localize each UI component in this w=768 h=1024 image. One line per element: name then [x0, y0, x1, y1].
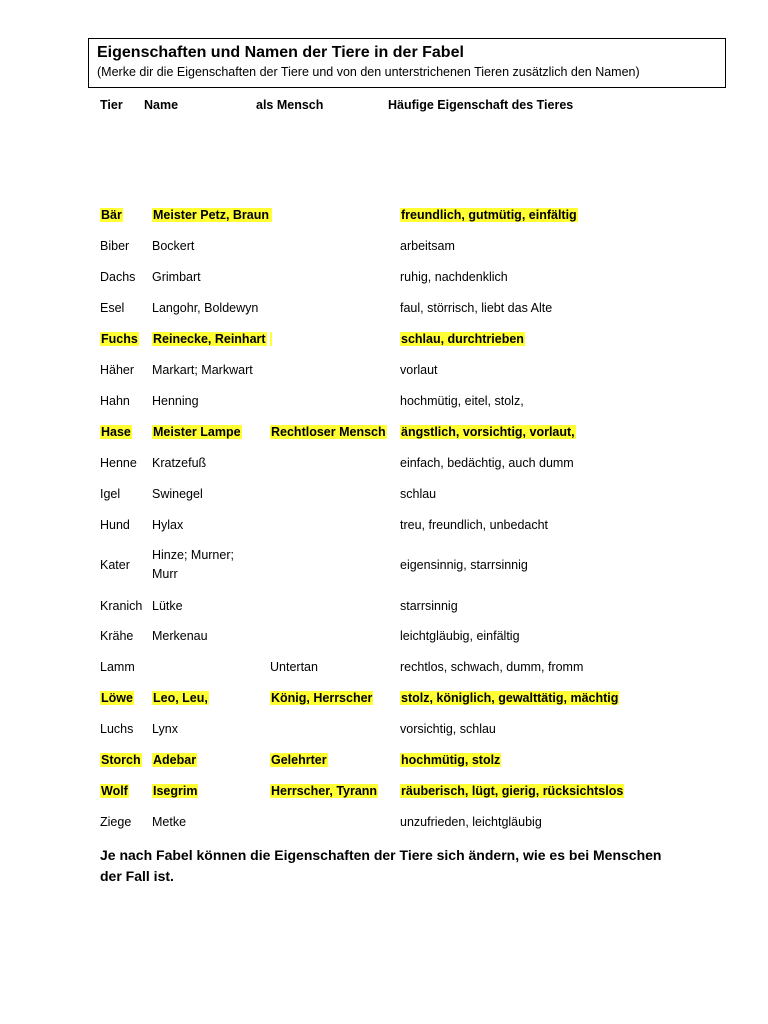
cell-text: stolz, königlich, gewalttätig, mächtig — [401, 691, 619, 705]
cell-animal — [100, 485, 120, 503]
cell-animal — [100, 782, 129, 800]
cell-name — [152, 299, 258, 317]
header-trait: Häufige Eigenschaft des Tieres — [388, 98, 574, 112]
cell-text: vorlaut — [400, 363, 438, 377]
cell-text: Markart; Markwart — [152, 363, 253, 377]
cell-text: Hase — [101, 425, 131, 439]
cell-as-human — [270, 206, 272, 224]
cell-text: Meister Petz, Braun — [153, 208, 270, 222]
cell-text: Wolf — [101, 784, 128, 798]
cell-text: König, Herrscher — [271, 691, 373, 705]
cell-text: unzufrieden, leichtgläubig — [400, 815, 542, 829]
cell-text: ängstlich, vorsichtig, vorlaut, — [401, 425, 575, 439]
header-animal: Tier — [100, 98, 123, 112]
cell-trait — [400, 268, 508, 286]
cell-text: Swinegel — [152, 487, 203, 501]
cell-animal — [100, 330, 139, 348]
cell-name — [152, 597, 183, 615]
cell-text: Löwe — [101, 691, 133, 705]
cell-trait — [400, 206, 578, 224]
cell-name — [152, 361, 253, 379]
cell-text: Lütke — [152, 599, 183, 613]
cell-name — [152, 689, 209, 707]
cell-animal — [100, 720, 133, 738]
cell-animal — [100, 237, 129, 255]
cell-name — [152, 454, 206, 472]
cell-name — [152, 516, 183, 534]
cell-trait — [400, 556, 528, 574]
page-subtitle: (Merke dir die Eigenschaften der Tiere und von den unterstrichenen Tieren zusätzlich den Namen) — [97, 65, 640, 79]
cell-text: Meister Lampe — [153, 425, 241, 439]
cell-name — [152, 268, 201, 286]
cell-text: Kranich — [100, 599, 143, 613]
cell-trait — [400, 330, 525, 348]
cell-name — [152, 237, 194, 255]
cell-text: schlau, durchtrieben — [401, 332, 524, 346]
cell-text: Fuchs — [101, 332, 138, 346]
cell-trait — [400, 813, 542, 831]
cell-trait — [400, 516, 548, 534]
cell-as-human — [270, 658, 318, 676]
cell-text: Henne — [100, 456, 137, 470]
cell-trait — [400, 627, 520, 645]
cell-name — [152, 782, 198, 800]
header-name: Name — [144, 98, 179, 112]
cell-text: faul, störrisch, liebt das Alte — [400, 301, 553, 315]
header-as-human: als Mensch — [256, 98, 324, 112]
cell-text: Gelehrter — [271, 753, 327, 767]
page-title: Eigenschaften und Namen der Tiere in der Fabel — [97, 44, 464, 61]
cell-text: starrsinnig — [400, 599, 458, 613]
cell-trait — [400, 689, 619, 707]
cell-animal — [100, 813, 131, 831]
cell-name — [152, 751, 197, 769]
cell-text: freundlich, gutmütig, einfältig — [401, 208, 577, 222]
title-box — [88, 38, 726, 88]
cell-text: hochmütig, eitel, stolz, — [400, 394, 524, 408]
footer-note: Je nach Fabel können die Eigenschaften der Tiere sich ändern, wie es bei Menschen der Fall ist. — [100, 847, 662, 884]
cell-text — [270, 332, 272, 346]
cell-as-human — [270, 689, 373, 707]
cell-trait — [400, 237, 455, 255]
cell-text: rechtlos, schwach, dumm, fromm — [400, 660, 584, 674]
cell-animal — [100, 556, 130, 574]
cell-text: Igel — [100, 487, 121, 501]
cell-text: Hahn — [100, 394, 130, 408]
cell-name — [152, 485, 203, 503]
cell-trait — [400, 454, 574, 472]
cell-text: einfach, bedächtig, auch dumm — [400, 456, 574, 470]
cell-text: Metke — [152, 815, 187, 829]
cell-text: Krähe — [100, 629, 134, 643]
cell-text: Lynx — [152, 722, 178, 736]
cell-trait — [400, 597, 458, 615]
cell-name — [152, 720, 178, 738]
cell-animal — [100, 392, 130, 410]
cell-trait — [400, 361, 438, 379]
cell-text: schlau — [400, 487, 437, 501]
cell-text: Esel — [100, 301, 125, 315]
cell-as-human — [270, 330, 272, 348]
cell-trait — [400, 751, 501, 769]
cell-animal — [100, 423, 132, 441]
cell-trait — [400, 392, 524, 410]
cell-name — [152, 546, 262, 584]
cell-name — [152, 423, 242, 441]
cell-animal — [100, 268, 135, 286]
cell-trait — [400, 782, 624, 800]
cell-text: Hinze; Murner; Murr — [152, 548, 234, 581]
cell-text: Hund — [100, 518, 130, 532]
cell-text: Dachs — [100, 270, 136, 284]
cell-name — [152, 206, 270, 224]
cell-name — [152, 330, 267, 348]
cell-animal — [100, 454, 137, 472]
cell-animal — [100, 751, 142, 769]
cell-text: Bär — [101, 208, 122, 222]
cell-text: eigensinnig, starrsinnig — [400, 558, 528, 572]
cell-text: räuberisch, lügt, gierig, rücksichtslos — [401, 784, 624, 798]
cell-text: leichtgläubig, einfältig — [400, 629, 520, 643]
cell-text: hochmütig, stolz — [401, 753, 501, 767]
cell-animal — [100, 689, 134, 707]
cell-text: Leo, Leu, — [153, 691, 208, 705]
cell-text: vorsichtig, schlau — [400, 722, 496, 736]
cell-text: Luchs — [100, 722, 134, 736]
cell-trait — [400, 720, 496, 738]
cell-text: Herrscher, Tyrann — [271, 784, 378, 798]
cell-text: Kratzefuß — [152, 456, 207, 470]
cell-name — [152, 392, 199, 410]
cell-animal — [100, 627, 133, 645]
cell-text: Untertan — [270, 660, 318, 674]
cell-text: Rechtloser Mensch — [271, 425, 386, 439]
table-header — [0, 98, 768, 116]
cell-text: Langohr, Boldewyn — [152, 301, 259, 315]
cell-text: Häher — [100, 363, 135, 377]
cell-text: Bockert — [152, 239, 195, 253]
cell-trait — [400, 485, 436, 503]
cell-text: Kater — [100, 558, 130, 572]
cell-text: Adebar — [153, 753, 197, 767]
cell-text: Biber — [100, 239, 130, 253]
cell-trait — [400, 299, 552, 317]
cell-animal — [100, 299, 124, 317]
cell-text: Reinecke, Reinhart — [153, 332, 266, 346]
cell-animal — [100, 658, 135, 676]
cell-text — [270, 208, 272, 222]
cell-text: Merkenau — [152, 629, 208, 643]
cell-as-human — [270, 423, 387, 441]
cell-as-human — [270, 782, 378, 800]
cell-text: Henning — [152, 394, 199, 408]
cell-trait — [400, 423, 576, 441]
cell-animal — [100, 516, 130, 534]
cell-text: Storch — [101, 753, 141, 767]
cell-text: Ziege — [100, 815, 132, 829]
cell-text: treu, freundlich, unbedacht — [400, 518, 549, 532]
cell-text: arbeitsam — [400, 239, 455, 253]
cell-text: Hylax — [152, 518, 184, 532]
cell-text: ruhig, nachdenklich — [400, 270, 508, 284]
cell-animal — [100, 597, 142, 615]
cell-text: Grimbart — [152, 270, 201, 284]
cell-name — [152, 627, 208, 645]
cell-name — [152, 813, 186, 831]
cell-animal — [100, 361, 134, 379]
cell-trait — [400, 658, 583, 676]
cell-animal — [100, 206, 123, 224]
cell-text: Isegrim — [153, 784, 198, 798]
cell-as-human — [270, 751, 328, 769]
cell-text: Lamm — [100, 660, 135, 674]
